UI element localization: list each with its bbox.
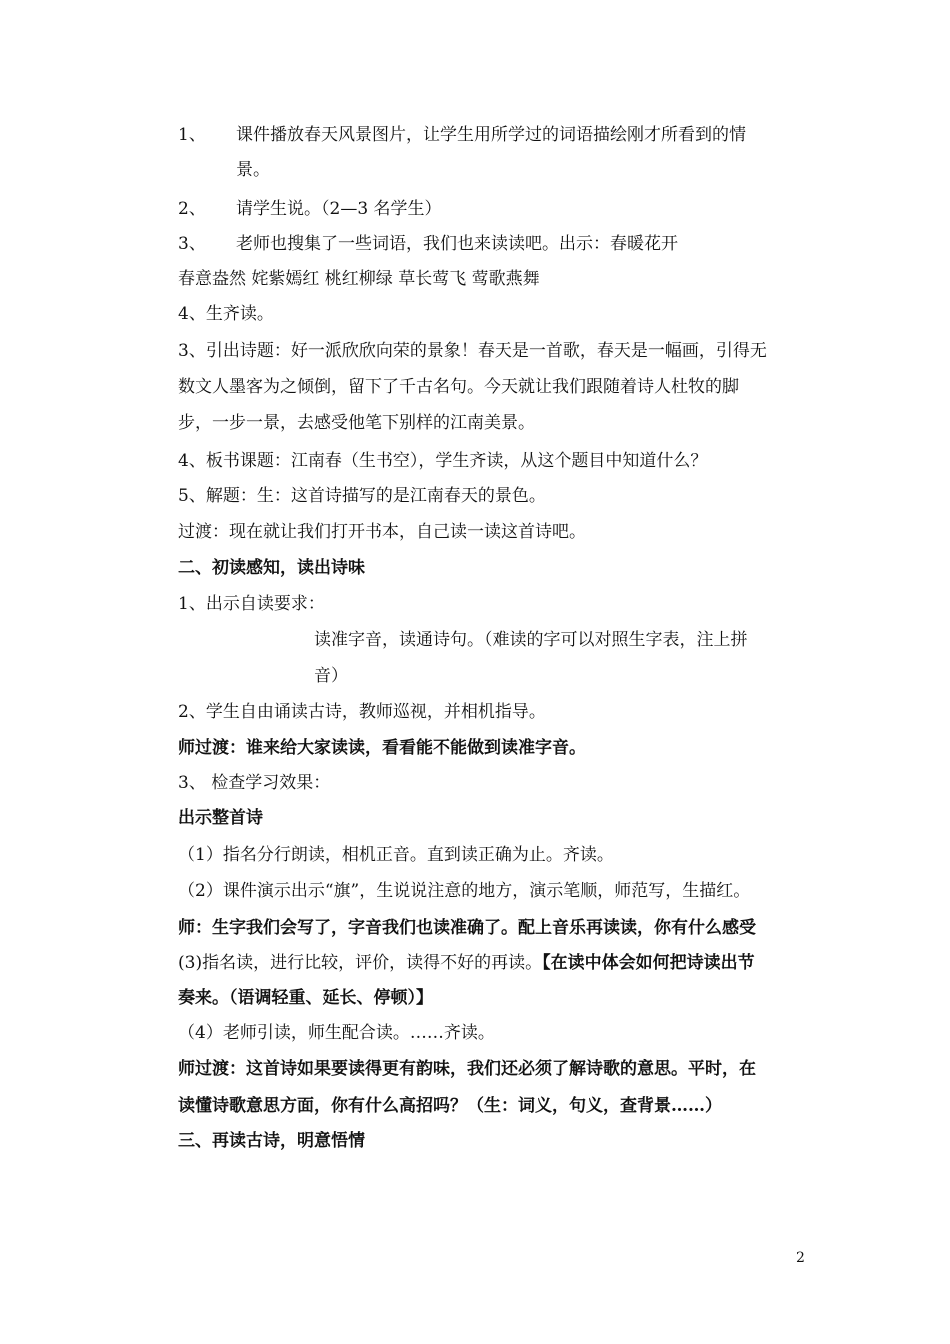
text-line [178, 946, 755, 981]
text-line: 5、解题：生：这首诗描写的是江南春天的景色。 [178, 486, 546, 506]
text-line: 3、引出诗题：好一派欣欣向荣的景象！春天是一首歌，春天是一幅画，引得无 [178, 341, 767, 361]
list-item [178, 227, 678, 262]
text-line: （4）老师引读，师生配合读。……齐读。 [178, 1023, 495, 1043]
item-number: 2、 [178, 199, 206, 219]
bold-line: 师过渡：谁来给大家读读，看看能不能做到读准字音。 [178, 738, 586, 758]
text-bold: 【在读中体会如何把诗读出节 [542, 953, 755, 973]
text-line: 数文人墨客为之倾倒，留下了千古名句。今天就让我们跟随着诗人杜牧的脚 [178, 377, 739, 397]
text-line: 过渡：现在就让我们打开书本，自己读一读这首诗吧。 [178, 522, 586, 542]
bold-line: 师过渡：这首诗如果要读得更有韵味，我们还必须了解诗歌的意思。平时，在 [178, 1059, 756, 1079]
item-text: 请学生说。（2—3 名学生） [236, 199, 442, 219]
text-line: 4、板书课题：江南春（生书空），学生齐读，从这个题目中知道什么？ [178, 451, 708, 471]
item-number: 1、 [178, 125, 206, 145]
text-line: 景。 [236, 160, 270, 180]
text-normal: (3)指名读，进行比较，评价，读得不好的再读。 [178, 953, 543, 973]
bold-line: 奏来。（语调轻重、延长、停顿）】 [178, 988, 433, 1008]
text-line: 音） [314, 666, 348, 686]
bold-line: 读懂诗歌意思方面，你有什么高招吗？（生：词义，句义，查背景……） [178, 1096, 722, 1116]
text-line: 4、生齐读。 [178, 304, 274, 324]
text-line: 读准字音，读通诗句。（难读的字可以对照生字表，注上拼 [314, 630, 748, 650]
text-line: 春意盎然 姹紫嫣红 桃红柳绿 草长莺飞 莺歌燕舞 [178, 269, 540, 289]
text-line: 步，一步一景，去感受他笔下别样的江南美景。 [178, 413, 535, 433]
list-item [178, 192, 442, 227]
section-heading: 二、初读感知，读出诗味 [178, 558, 365, 578]
bold-line: 师：生字我们会写了，字音我们也读准确了。配上音乐再读读，你有什么感受 [178, 918, 756, 938]
text-line: 1、出示自读要求： [178, 594, 325, 614]
list-item [178, 118, 746, 153]
text-line: （1）指名分行朗读，相机正音。直到读正确为止。齐读。 [178, 845, 614, 865]
item-text: 老师也搜集了一些词语，我们也来读读吧。出示：春暖花开 [236, 234, 678, 254]
page-number: 2 [796, 1250, 805, 1266]
item-text: 课件播放春天风景图片，让学生用所学过的词语描绘刚才所看到的情 [236, 125, 746, 145]
text-line: （2）课件演示出示“旗”，生说说注意的地方，演示笔顺，师范写，生描红。 [178, 881, 751, 901]
section-heading: 三、再读古诗，明意悟情 [178, 1131, 365, 1151]
text-line: 2、学生自由诵读古诗，教师巡视，并相机指导。 [178, 702, 546, 722]
item-number: 3、 [178, 234, 206, 254]
bold-line: 出示整首诗 [178, 808, 263, 828]
text-line: 3、 检查学习效果： [178, 773, 331, 793]
